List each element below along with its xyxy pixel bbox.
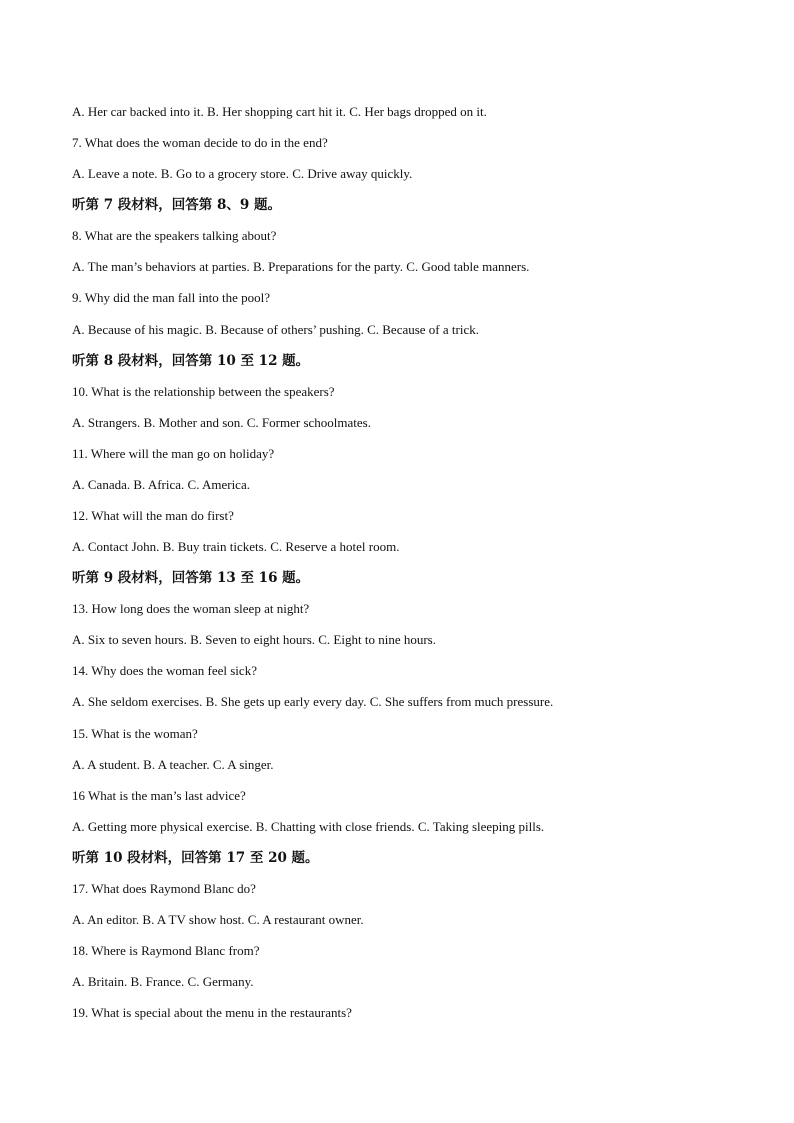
answer-options-q15: A. A student. B. A teacher. C. A singer. xyxy=(72,756,274,772)
question-12: 12. What will the man do first? xyxy=(72,508,234,524)
question-8: 8. What are the speakers talking about? xyxy=(72,228,277,244)
question-7: 7. What does the woman decide to do in the end? xyxy=(72,135,328,151)
document-page xyxy=(72,102,752,1034)
question-19: 19. What is special about the menu in the restaurants? xyxy=(72,1005,352,1021)
answer-options-q18: A. Britain. B. France. C. Germany. xyxy=(72,974,254,990)
section-heading-9: 听第 9 段材料，回答第 13 至 16 题。 xyxy=(72,570,310,587)
answer-options-q16: A. Getting more physical exercise. B. Chatting with close friends. C. Taking sleeping pills. xyxy=(72,818,545,834)
answer-options-q6: A. Her car backed into it. B. Her shopping cart hit it. C. Her bags dropped on it. xyxy=(72,104,487,119)
question-13: 13. How long does the woman sleep at night? xyxy=(72,601,310,617)
answer-options-q12: A. Contact John. B. Buy train tickets. C. Reserve a hotel room. xyxy=(72,539,400,555)
question-10: 10. What is the relationship between the speakers? xyxy=(72,383,335,399)
question-9: 9. Why did the man fall into the pool? xyxy=(72,290,270,306)
question-14: 14. Why does the woman feel sick? xyxy=(72,663,257,679)
question-18: 18. Where is Raymond Blanc from? xyxy=(72,943,260,959)
answer-options-q17: A. An editor. B. A TV show host. C. A restaurant owner. xyxy=(72,912,364,928)
answer-options-q9: A. Because of his magic. B. Because of others’ pushing. C. Because of a trick. xyxy=(72,321,479,337)
question-11: 11. Where will the man go on holiday? xyxy=(72,445,275,461)
question-16: 16 What is the man’s last advice? xyxy=(72,787,246,803)
answer-options-q8: A. The man’s behaviors at parties. B. Preparations for the party. C. Good table manners. xyxy=(72,259,530,275)
answer-options-q14: A. She seldom exercises. B. She gets up early every day. C. She suffers from much pressure. xyxy=(72,694,554,710)
question-15: 15. What is the woman? xyxy=(72,725,198,741)
section-heading-10: 听第 10 段材料，回答第 17 至 20 题。 xyxy=(72,849,319,866)
question-17: 17. What does Raymond Blanc do? xyxy=(72,880,256,896)
answer-options-q13: A. Six to seven hours. B. Seven to eight hours. C. Eight to nine hours. xyxy=(72,632,436,648)
answer-options-q10: A. Strangers. B. Mother and son. C. Former schoolmates. xyxy=(72,414,371,430)
section-heading-7: 听第 7 段材料，回答第 8、9 题。 xyxy=(72,197,281,214)
section-heading-8: 听第 8 段材料，回答第 10 至 12 题。 xyxy=(72,352,310,369)
answer-options-q7: A. Leave a note. B. Go to a grocery store. C. Drive away quickly. xyxy=(72,166,413,182)
answer-options-q11: A. Canada. B. Africa. C. America. xyxy=(72,476,250,492)
